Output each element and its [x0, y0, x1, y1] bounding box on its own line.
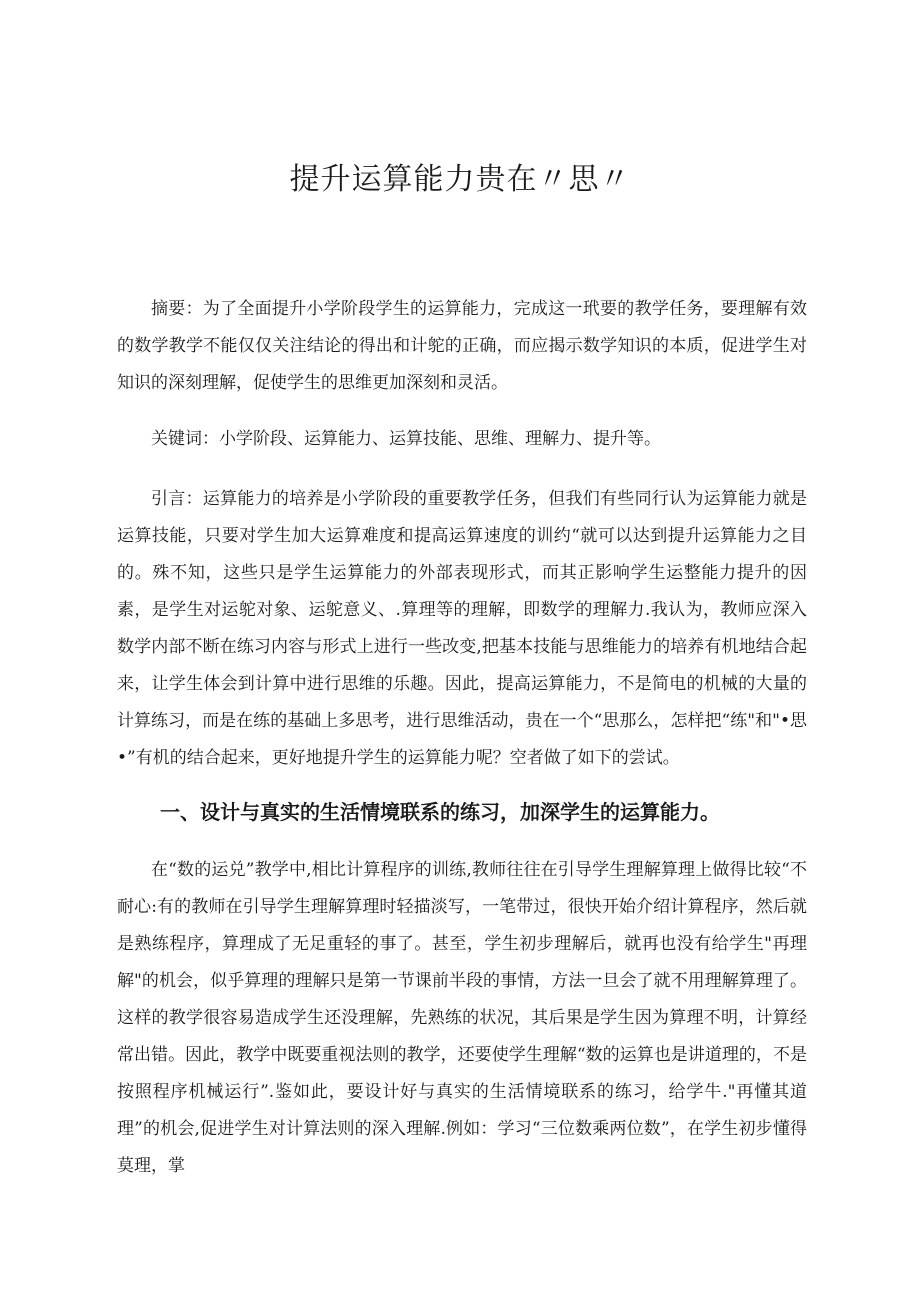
document-title: 提升运算能力贵在〃思〃: [289, 162, 631, 197]
keywords-paragraph: 关键词：小学阶段、运算能力、运算技能、思维、理解力、提升等。: [151, 429, 661, 449]
section-1-heading: 一、设计与真实的生活情境联系的练习，加深学生的运算能力。: [160, 800, 720, 824]
introduction-paragraph: 引言：运算能力的培养是小学阶段的重要教学任务，但我们有些同行认为运算能力就是运算技能，只要对学生加大运算难度和提高运算速度的训约“就可以达到提升运算能力之目的。殊不知，这些只是学生运算能力的外部表现形式，而其正影响学生运整能力提升的因素，是学生对运鸵对象、运鸵意义、.算理等的理解，即数学的理解力.我认为，教师应深入数学内部不断在练习内容与形式上进行一些改变,把基本技能与思维能力的培养有机地结合起来，让学生体会到计算中进行思维的乐趣。因此，提高运算能力，不是简电的机械的大量的计算练习，而是在练的基础上多思考，进行思维活动，贵在一个“思那么，怎样把“练"和"•思•”有机的结合起来，更好地提升学生的运算能力呢？空者做了如下的尝试。: [117, 489, 807, 768]
abstract-paragraph: 摘要：为了全面提升小学阶段学生的运算能力，完成这一玳要的教学任务，要理解有效的数学教学不能仅仅关注结论的得出和计鸵的正确，而应揭示数学知识的本质，促进学生对知识的深刻理解，促使学生的思维更加深刻和灵活。: [117, 299, 807, 393]
section-1-paragraph: 在“数的运兑”教学中,相比计算程序的训练,教师往往在引导学生理解算理上做得比较“不耐心:有的教师在引导学生理解算理时轻描淡写，一笔带过，很快开始介绍计算程序，然后就是熟练程序，算理成了无足重轻的事了。甚至，学生初步理解后，就再也没有给学生"再理解"的机会，似乎算理的理解只是第一节课前半段的事情，方法一旦会了就不用理解算理了。这样的教学很容易造成学生还没理解，先熟练的状况，其后果是学生因为算理不明，计算经常出错。因此，教学中既要重视法则的教学，还要使学生理解“数的运算也是讲道理的，不是按照程序机械运行”.鉴如此，要设计好与真实的生活情境联系的练习，给学牛."再懂其道理”的机会,促进学生对计算法则的深入理解.例如：学习“三位数乘两位数”，在学生初步懂得莫理，掌: [117, 860, 807, 1176]
